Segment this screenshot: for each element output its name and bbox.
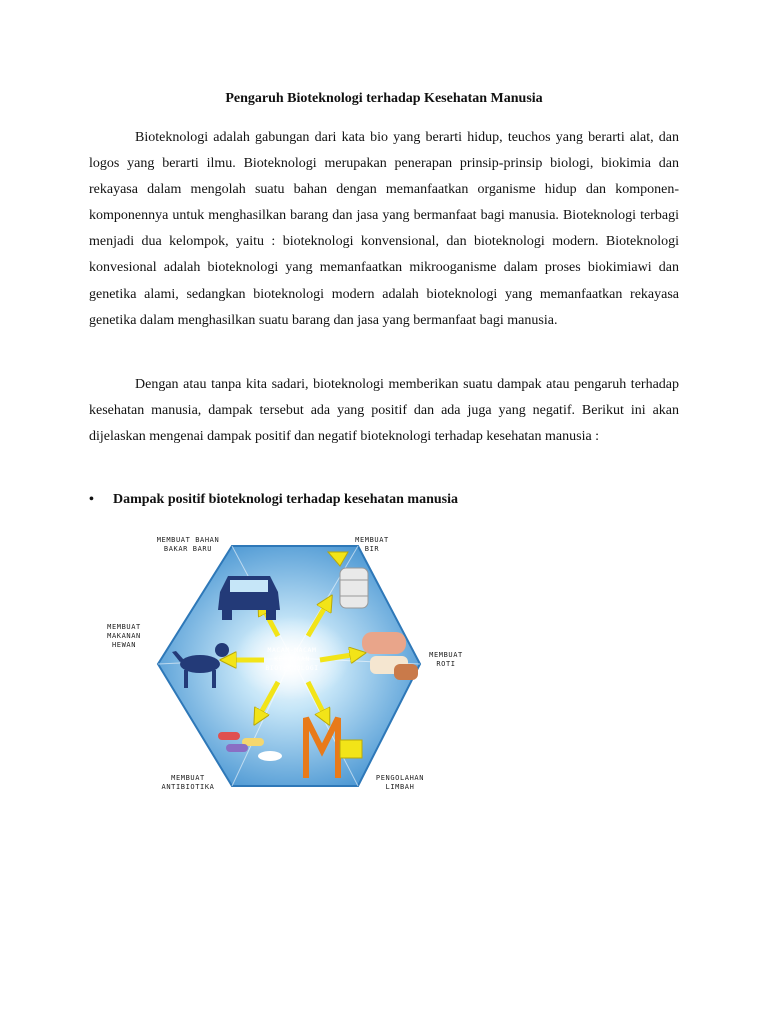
label-beer-line1: MEMBUAT: [355, 536, 389, 544]
label-antibiotic-line1: MEMBUAT: [171, 774, 205, 782]
paragraph-impact: Dengan atau tanpa kita sadari, bioteknologi memberikan suatu dampak atau pengaruh terhadap kesehatan manusia, dampak tersebut ada yang positif dan ada juga yang negatif. Berikut ini akan dijelaskan mengenai dampak positif dan negatif bioteknologi terhadap kesehatan manusia :: [89, 377, 679, 445]
label-fuel-line1: MEMBUAT BAHAN: [156, 536, 220, 544]
document-title: Pengaruh Bioteknologi terhadap Kesehatan Manusia: [225, 91, 543, 106]
label-animal-food-line3: HEWAN: [111, 641, 137, 649]
center-label-line3: BIOTEKNOLOGI: [265, 664, 319, 672]
paragraph-definition: Bioteknologi adalah gabungan dari kata bio yang berarti hidup, teuchos yang berarti alat, dan logos yang berarti ilmu. Bioteknologi merupakan penerapan prinsip-prinsip biologi, biokimia dan rekayasa dalam mengolah suatu bahan dengan memanfaatkan organisme hidup dan komponen-komponennya untuk menghasilkan barang dan jasa yang bermanfaat bagi manusia. Bioteknologi terbagi menjadi dua kelompok, yaitu : bioteknologi konvensional, dan bioteknologi modern. Bioteknologi konvesional adalah bioteknologi yang memanfaatkan mikrooganisme dalam proses biokimiawi dan genetika alami, sedangkan bioteknologi modern adalah bioteknologi yang memanfaatkan rekayasa genetika dalam menghasilkan suatu barang dan jasa yang bermanfaat bagi manusia.: [89, 130, 679, 328]
bullet-dot: •: [89, 492, 94, 507]
label-waste-line2: LIMBAH: [385, 783, 415, 791]
label-animal-food-line2: MAKANAN: [107, 632, 141, 640]
label-beer-line2: BIR: [364, 545, 380, 553]
center-label-line2: KEGUNAAN: [274, 655, 310, 663]
label-animal-food-line1: MEMBUAT: [107, 623, 141, 631]
label-fuel-line2: BAKAR BARU: [163, 545, 213, 553]
label-antibiotic-line2: ANTIBIOTIKA: [161, 783, 215, 791]
label-bread-line1: MEMBUAT: [429, 651, 463, 659]
label-bread-line2: ROTI: [436, 660, 456, 668]
biotech-uses-diagram: [100, 530, 500, 800]
bullet-heading: Dampak positif bioteknologi terhadap kesehatan manusia: [113, 492, 459, 507]
label-waste-line1: PENGOLAHAN: [375, 774, 425, 782]
bullet-positive-impact: [89, 492, 458, 508]
center-label-line1: MACAM-MACAM: [267, 646, 317, 654]
